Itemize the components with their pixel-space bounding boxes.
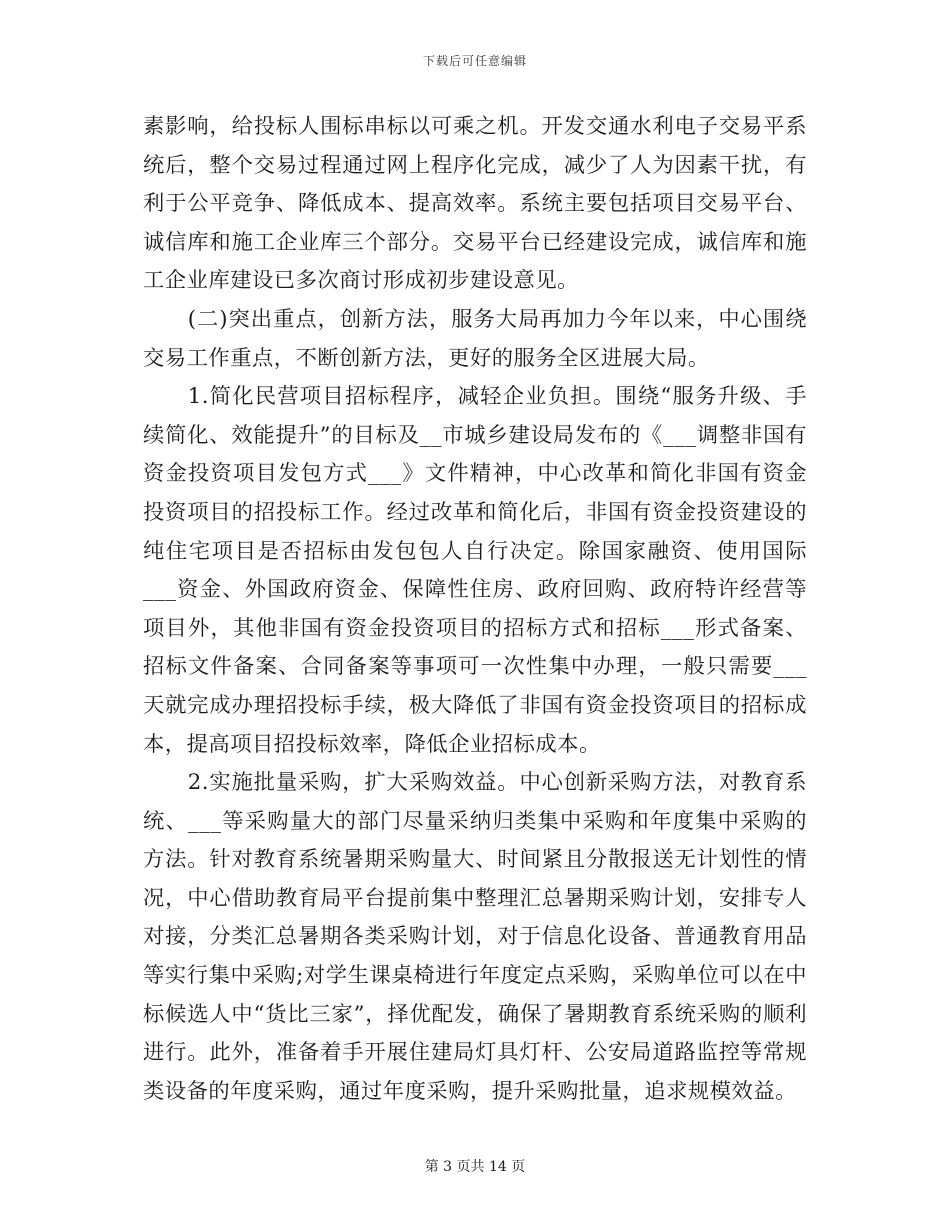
paragraph-section-two-heading: (二)突出重点，创新方法，服务大局再加力今年以来，中心围绕交易工作重点，不断创新方法，更好的服务全区进展大局。 xyxy=(143,306,807,371)
page-number: 第 3 页共 14 页 xyxy=(424,1159,526,1175)
document-body xyxy=(143,108,807,1111)
paragraph-item-one: 1.简化民营项目招标程序，减轻企业负担。围绕“服务升级、手续简化、效能提升”的目标及__市城乡建设局发布的《___调整非国有资金投资项目发包方式___》文件精神，中心改革和简化非国有资金投资项目的招投标工作。经过改革和简化后，非国有资金投资建设的纯住宅项目是否招标由发包包人自行决定。除国家融资、使用国际___资金、外国政府资金、保障性住房、政府回购、政府特许经营等项目外，其他非国有资金投资项目的招标方式和招标___形式备案、招标文件备案、合同备案等事项可一次性集中办理，一般只需要___天就完成办理招投标手续，极大降低了非国有资金投资项目的招标成本，提高项目招投标效率，降低企业招标成本。 xyxy=(143,384,807,757)
paragraph-continuation: 素影响，给投标人围标串标以可乘之机。开发交通水利电子交易平系统后，整个交易过程通过网上程序化完成，减少了人为因素干扰，有利于公平竞争、降低成本、提高效率。系统主要包括项目交易平台、诚信库和施工企业库三个部分。交易平台已经建设完成，诚信库和施工企业库建设已多次商讨形成初步建设意见。 xyxy=(143,114,807,294)
paragraph-item-two: 2.实施批量采购，扩大采购效益。中心创新采购方法，对教育系统、___等采购量大的部门尽量采纳归类集中采购和年度集中采购的方法。针对教育系统暑期采购量大、时间紧且分散报送无计划性的情况，中心借助教育局平台提前集中整理汇总暑期采购计划，安排专人对接，分类汇总暑期各类采购计划，对于信息化设备、普通教育用品等实行集中采购;对学生课桌椅进行年度定点采购，采购单位可以在中标候选人中“货比三家”，择优配发，确保了暑期教育系统采购的顺利进行。此外，准备着手开展住建局灯具灯杆、公安局道路监控等常规类设备的年度采购，通过年度采购，提升采购批量，追求规模效益。 xyxy=(143,770,807,1104)
header-note: 下载后可任意编辑 xyxy=(422,54,527,68)
